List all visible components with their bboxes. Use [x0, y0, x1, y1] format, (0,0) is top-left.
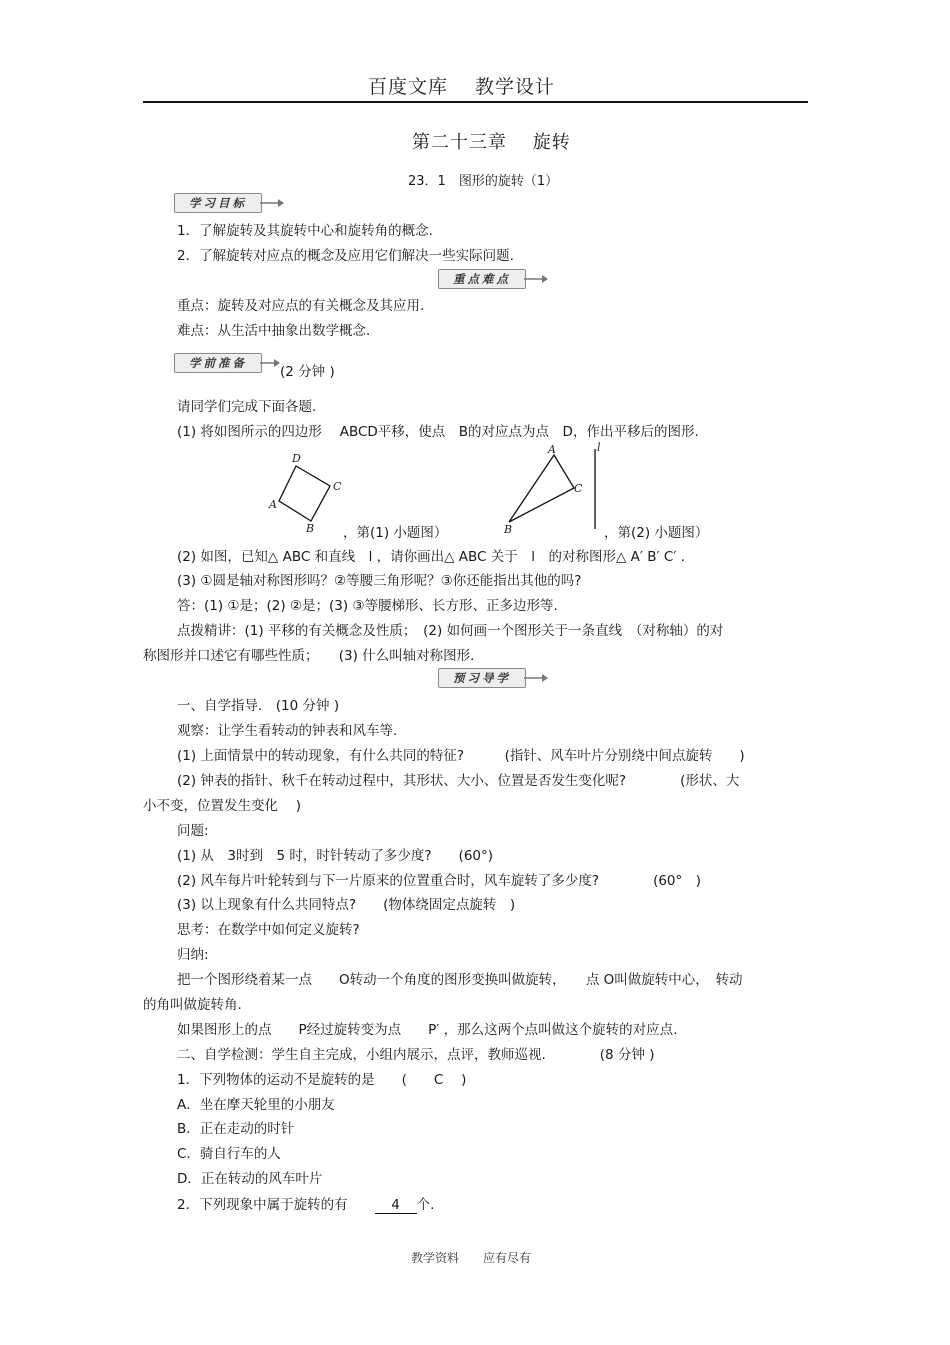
goals-badge — [174, 193, 284, 213]
prep-badge-label: 学前准备 — [174, 353, 262, 373]
prep-line: (3) ①圆是轴对称图形吗？②等腰三角形呢？③你还能指出其他的吗? — [177, 573, 582, 589]
section-title: 23．1 图形的旋转（1） — [408, 174, 559, 189]
goal-line: 2．了解旋转对应点的概念及应用它们解决一些实际问题. — [177, 248, 514, 264]
label-d: D — [292, 452, 301, 465]
prep-time: (2 分钟 ) — [280, 364, 335, 380]
figure-triangle — [498, 437, 610, 537]
label-a: A — [548, 443, 556, 456]
label-c: C — [574, 482, 583, 495]
arrow-icon — [174, 193, 284, 213]
footer-text: 教学资料 应有尽有 — [411, 1251, 532, 1265]
prep-line: 请同学们完成下面各题. — [177, 399, 317, 415]
header-rule — [143, 101, 808, 103]
keypoint-line: 难点：从生活中抽象出数学概念. — [177, 323, 371, 339]
guide-badge — [438, 668, 548, 688]
header-title: 百度文库 教学设计 — [368, 76, 556, 98]
triangle-shape — [509, 455, 574, 522]
guide-badge-label: 预习导学 — [438, 668, 526, 688]
guide-line: (1) 从 3时到 5 时，时针转动了多少度? (60°) — [177, 848, 494, 864]
guide-line: (2) 风车每片叶轮转到与下一片原来的位置重合时，风车旋转了多少度? (60° ) — [177, 873, 702, 889]
label-c: C — [333, 480, 342, 493]
option-a: A．坐在摩天轮里的小朋友 — [177, 1097, 335, 1113]
question-line — [177, 1193, 434, 1214]
arrow-icon — [174, 353, 284, 373]
guide-line: 观察：让学生看转动的钟表和风车等. — [177, 723, 398, 739]
option-b: B．正在走动的时针 — [177, 1121, 295, 1137]
goal-line: 1．了解旋转及其旋转中心和旋转角的概念. — [177, 223, 433, 239]
prep-badge — [174, 353, 284, 373]
label-b: B — [504, 523, 513, 536]
guide-line: 思考：在数学中如何定义旋转? — [177, 922, 360, 938]
guide-line: 一、自学指导. (10 分钟 ) — [177, 698, 340, 714]
label-a: A — [269, 498, 277, 511]
question-suffix: 个. — [416, 1197, 435, 1213]
tips-line: 点拨精讲：(1) 平移的有关概念及性质； (2) 如何画一个图形关于一条直线 （对称轴）的对 — [177, 623, 724, 639]
keypoints-badge-label: 重点难点 — [438, 269, 526, 289]
question-line: 1．下列物体的运动不是旋转的是 ( C ) — [177, 1072, 467, 1088]
figure1-caption: ，第(1) 小题图） — [343, 525, 448, 541]
label-l: l — [597, 441, 601, 454]
guide-line: (2) 钟表的指针、秋千在转动过程中，其形状、大小、位置是否发生变化呢? (形状、大 — [177, 773, 740, 789]
keypoint-line: 重点：旋转及对应点的有关概念及其应用. — [177, 298, 425, 314]
guide-line: 如果图形上的点 P经过旋转变为点 P′ ，那么这两个点叫做这个旋转的对应点. — [177, 1022, 678, 1038]
prep-line: (1) 将如图所示的四边形 ABCD平移，使点 B的对应点为点 D，作出平移后的图形. — [177, 424, 699, 440]
guide-line: (1) 上面情景中的转动现象，有什么共同的特征? (指针、风车叶片分别绕中间点旋转 ) — [177, 748, 745, 764]
answer-blank: 4 — [375, 1197, 417, 1214]
question-text: 2．下列现象中属于旋转的有 — [177, 1197, 375, 1213]
answer-line: 答：(1) ①是；(2) ②是；(3) ③等腰梯形、长方形、正多边形等. — [177, 598, 558, 614]
guide-line: 小不变，位置发生变化 ) — [143, 798, 302, 814]
label-b: B — [306, 522, 315, 535]
option-c: C．骑自行车的人 — [177, 1146, 281, 1162]
keypoints-badge — [438, 269, 548, 289]
arrow-icon — [438, 269, 548, 289]
prep-line: (2) 如图，已知△ ABC 和直线 l ，请你画出△ ABC 关于 l 的对称图形△ A′ B′ C′ . — [177, 549, 685, 565]
option-d: D．正在转动的风车叶片 — [177, 1171, 323, 1187]
guide-line: 把一个图形绕着某一点 O转动一个角度的图形变换叫做旋转， 点 O叫做旋转中心， 转动 — [177, 972, 743, 988]
figure2-caption: ，第(2) 小题图） — [604, 525, 709, 541]
guide-line: (3) 以上现象有什么共同特点? (物体绕固定点旋转 ) — [177, 897, 516, 913]
guide-line: 问题: — [177, 823, 209, 839]
goals-badge-label: 学习目标 — [174, 193, 262, 213]
guide-line: 的角叫做旋转角. — [143, 997, 242, 1013]
guide-line: 归纳: — [177, 947, 209, 963]
arrow-icon — [438, 668, 548, 688]
guide-line: 二、自学检测：学生自主完成，小组内展示，点评，教师巡视. (8 分钟 ) — [177, 1047, 655, 1063]
quadrilateral-shape — [279, 466, 330, 521]
chapter-title: 第二十三章 旋转 — [412, 132, 571, 153]
tips-line: 称图形并口述它有哪些性质； (3) 什么叫轴对称图形. — [143, 648, 475, 664]
